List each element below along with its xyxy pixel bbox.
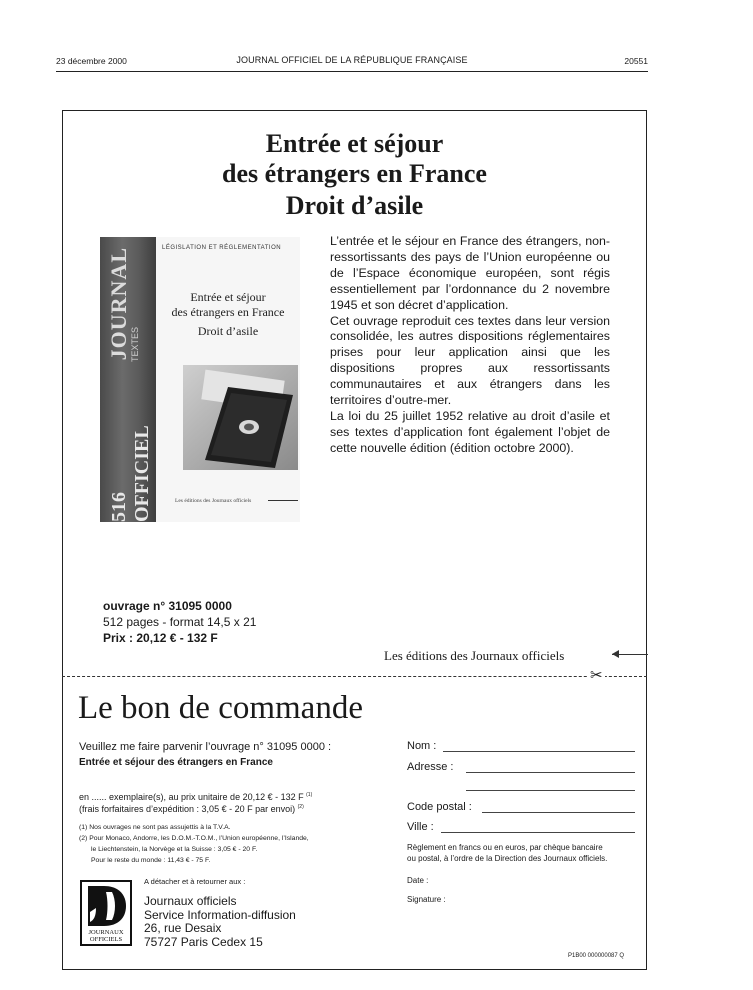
cover-title-line1: Entrée et séjour xyxy=(190,290,266,304)
code-postal-field[interactable] xyxy=(482,812,635,813)
book-description xyxy=(330,234,610,457)
order-quantity-line xyxy=(79,792,312,802)
ad-title-line1: Entrée et séjour xyxy=(265,129,444,158)
nom-label: Nom : xyxy=(407,740,437,752)
spine-mark: JOURNAL xyxy=(106,247,131,361)
cover-series-label: LÉGISLATION ET RÉGLEMENTATION xyxy=(162,245,282,251)
order-request: Veuillez me faire parvenir l’ouvrage n° 31095 0000 : xyxy=(79,741,332,753)
detach-instruction: A détacher et à retourner aux : xyxy=(144,877,246,886)
date-label: Date : xyxy=(407,876,429,885)
ad-title-line3: Droit d’asile xyxy=(285,191,424,220)
logo-text-line1: JOURNAUX xyxy=(88,929,124,936)
code-postal-label: Code postal : xyxy=(407,801,472,813)
ville-label: Ville : xyxy=(407,821,434,833)
nom-field[interactable] xyxy=(443,751,635,752)
ad-title-line2: des étrangers en France xyxy=(222,159,487,188)
signature-label: Signature : xyxy=(407,895,446,904)
payment-line1: Règlement en francs ou en euros, par chèque bancaire xyxy=(407,843,603,852)
adresse-field[interactable] xyxy=(466,772,635,773)
arrow-line xyxy=(612,654,648,655)
address-line2: Service Information-diffusion xyxy=(144,908,296,922)
order-reference: P1B00 000000087 Q xyxy=(568,953,625,959)
order-form-title: Le bon de commande xyxy=(78,690,363,726)
book-spine-image xyxy=(100,237,156,522)
footnote-1: (1) Nos ouvrages ne sont pas assujettis à la T.V.A. xyxy=(79,824,231,831)
logo-text-line2: OFFICIELS xyxy=(89,936,123,943)
journaux-officiels-logo xyxy=(80,880,132,946)
jo-logo-icon xyxy=(82,882,130,930)
logo-text xyxy=(82,929,130,943)
order-book-title: Entrée et séjour des étrangers en France xyxy=(79,757,273,768)
description-paragraph-2: Cet ouvrage reproduit ces textes dans leur version consolidée, les autres dispositions réglementaires prises pour leur application ainsi que les dispositions propres aux ressortissants communautaires et aux étrangers dans les territoires d’outre-mer. xyxy=(330,313,610,408)
footnote-2a: (2) Pour Monaco, Andorre, les D.O.M.-T.O.M., l’Union européenne, l’Islande, xyxy=(79,835,309,842)
payment-line2: ou postal, à l’ordre de la Direction des Journaux officiels. xyxy=(407,854,608,863)
shipping-footnote: (2) xyxy=(297,804,304,810)
footnote-2b: le Liechtenstein, la Norvège et la Suisse : 3,05 € - 20 F. xyxy=(91,846,258,853)
quantity-text: en ...... exemplaire(s), au prix unitaire de 20,12 € - 132 F xyxy=(79,792,304,802)
description-paragraph-1: L’entrée et le séjour en France des étrangers, non-ressortissants des pays de l’Union européenne ou de l’Espace économique européen, sont régis essentiellement par l’ordonnance du 2 novembre 1945 et son décret d’application. xyxy=(330,234,610,312)
cut-line xyxy=(62,676,647,677)
shipping-text: (frais forfaitaires d’expédition : 3,05 € - 20 F par envoi) xyxy=(79,804,296,814)
adresse-label: Adresse : xyxy=(407,761,454,773)
spine-mark-lower: 516 OFFICIEL xyxy=(108,425,153,522)
header-journal-title: JOURNAL OFFICIEL DE LA RÉPUBLIQUE FRANÇAISE xyxy=(236,55,468,65)
product-price: Prix : 20,12 € - 132 F xyxy=(103,631,218,645)
address-line1: Journaux officiels xyxy=(144,894,237,908)
header-date: 23 décembre 2000 xyxy=(56,56,127,66)
spine-mark-small: TEXTES xyxy=(130,327,140,363)
cover-title-line3: Droit d’asile xyxy=(197,324,259,338)
footnote-2c: Pour le reste du monde : 11,43 € - 75 F. xyxy=(91,857,211,864)
address-line4: 75727 Paris Cedex 15 xyxy=(144,935,263,949)
passport-photo xyxy=(183,365,298,470)
running-header xyxy=(56,55,648,72)
adresse-field-line2[interactable] xyxy=(466,790,635,791)
address-line3: 26, rue Desaix xyxy=(144,921,222,935)
ville-field[interactable] xyxy=(441,832,635,833)
order-shipping-line xyxy=(79,804,304,814)
cover-publisher: Les éditions des Journaux officiels xyxy=(175,498,252,504)
description-paragraph-3: La loi du 25 juillet 1952 relative au droit d’asile et ses textes d’application font également l’objet de cette nouvelle édition (édition octobre 2000). xyxy=(330,408,610,455)
header-page-number: 20551 xyxy=(624,56,648,66)
publisher-signature: Les éditions des Journaux officiels xyxy=(384,648,565,663)
cover-title-line2: des étrangers en France xyxy=(171,305,285,319)
cover-arrow xyxy=(268,500,298,501)
product-specs: 512 pages - format 14,5 x 21 xyxy=(103,615,257,629)
scissors-icon: ✂ xyxy=(590,667,603,684)
quantity-footnote: (1) xyxy=(306,792,313,798)
product-number: ouvrage n° 31095 0000 xyxy=(103,599,232,613)
